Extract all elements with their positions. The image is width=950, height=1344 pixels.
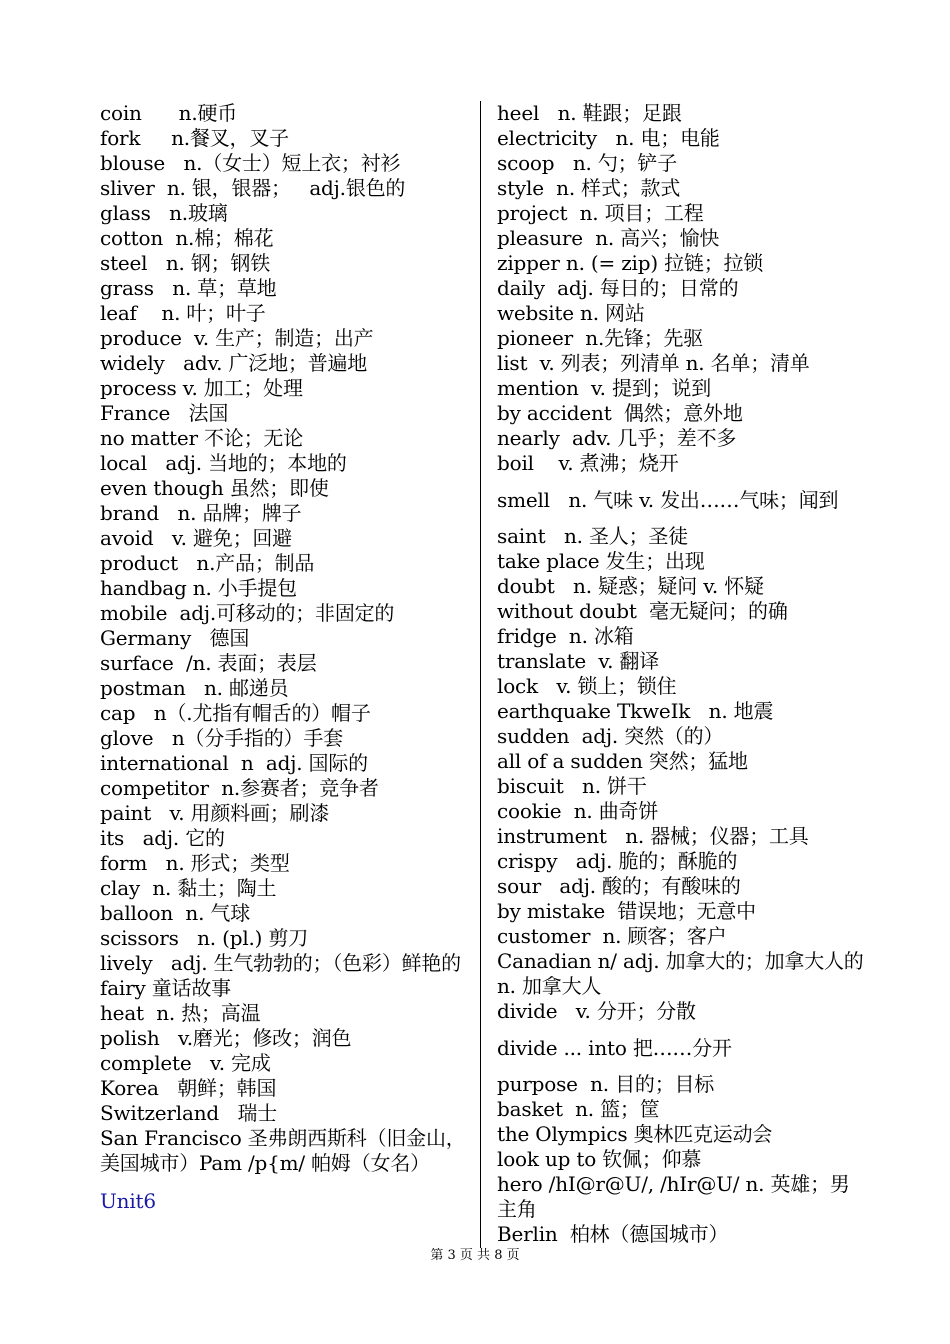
vocab-entry: basket n. 篮；筐 [497, 1097, 660, 1121]
vocab-entry: lock v. 锁上；锁住 [497, 674, 677, 698]
vocab-entry: coin n.硬币 [100, 101, 238, 125]
vocab-entry: cotton n.棉；棉花 [100, 226, 274, 250]
vocab-entry: balloon n. 气球 [100, 901, 250, 925]
vocab-entry: competitor n.参赛者；竞争者 [100, 776, 379, 800]
vocab-entry: surface /n. 表面；表层 [100, 651, 317, 675]
column-divider [480, 101, 481, 1248]
vocab-entry: hero /hI@r@U/, /hIr@U/ n. 英雄；男主角 [497, 1172, 850, 1221]
vocab-entry: Switzerland 瑞士 [100, 1101, 278, 1125]
vocab-entry: sudden adj. 突然（的） [497, 724, 724, 748]
vocab-entry: even though 虽然；即使 [100, 476, 329, 500]
vocab-entry: product n.产品；制品 [100, 551, 315, 575]
unit-heading: Unit6 [100, 1189, 156, 1213]
vocab-entry: heat n. 热；高温 [100, 1001, 261, 1025]
vocab-entry: steel n. 钢；钢铁 [100, 251, 271, 275]
vocab-entry: smell n. 气味 v. 发出……气味；闻到 [497, 488, 839, 512]
vocab-entry: mobile adj.可移动的；非固定的 [100, 601, 395, 625]
vocab-entry: avoid v. 避免；回避 [100, 526, 292, 550]
vocab-entry: brand n. 品牌；牌子 [100, 501, 302, 525]
vocab-entry: complete v. 完成 [100, 1051, 271, 1075]
page-footer: 第 3 页 共 8 页 [430, 1248, 520, 1263]
vocab-entry: postman n. 邮递员 [100, 676, 289, 700]
vocab-entry: sliver n. 银，银器； adj.银色的 [100, 176, 406, 200]
vocab-entry: earthquake TkweIk n. 地震 [497, 699, 774, 723]
vocab-entry: widely adv. 广泛地；普遍地 [100, 351, 368, 375]
vocab-entry: fairy 童话故事 [100, 976, 231, 1000]
left-vocabulary-column [100, 101, 468, 1214]
vocab-entry: project n. 项目；工程 [497, 201, 704, 225]
vocab-entry: saint n. 圣人；圣徒 [497, 524, 688, 548]
vocab-entry: by accident 偶然；意外地 [497, 401, 743, 425]
vocab-entry: paint v. 用颜料画；刷漆 [100, 801, 330, 825]
vocab-entry: without doubt 毫无疑问；的确 [497, 599, 788, 623]
vocab-entry: crispy adj. 脆的；酥脆的 [497, 849, 738, 873]
vocab-entry: sour adj. 酸的；有酸味的 [497, 874, 741, 898]
vocab-entry: blouse n.（女士）短上衣；衬衫 [100, 151, 401, 175]
vocab-entry: form n. 形式；类型 [100, 851, 290, 875]
vocab-entry: scoop n. 勺；铲子 [497, 151, 678, 175]
vocab-entry: the Olympics 奥林匹克运动会 [497, 1122, 773, 1146]
vocab-entry: its adj. 它的 [100, 826, 225, 850]
vocab-entry: glass n.玻璃 [100, 201, 228, 225]
vocab-entry: scissors n. (pl.) 剪刀 [100, 926, 309, 950]
vocab-entry: style n. 样式；款式 [497, 176, 681, 200]
vocab-entry: fork n.餐叉，叉子 [100, 126, 289, 150]
vocab-entry: Germany 德国 [100, 626, 250, 650]
vocab-entry: France 法国 [100, 401, 229, 425]
vocab-entry: biscuit n. 饼干 [497, 774, 647, 798]
vocab-entry: clay n. 黏土；陶土 [100, 876, 277, 900]
vocab-entry: San Francisco 圣弗朗西斯科（旧金山，美国城市）Pam /p{m/ 帕姆（女名） [100, 1126, 466, 1175]
vocab-entry: pleasure n. 高兴；愉快 [497, 226, 720, 250]
vocab-entry: by mistake 错误地；无意中 [497, 899, 756, 923]
vocab-entry: electricity n. 电；电能 [497, 126, 720, 150]
vocab-entry: mention v. 提到；说到 [497, 376, 711, 400]
vocab-entry: zipper n. (= zip) 拉链；拉锁 [497, 251, 764, 275]
vocab-entry: produce v. 生产；制造；出产 [100, 326, 374, 350]
vocab-entry: instrument n. 器械；仪器；工具 [497, 824, 809, 848]
vocab-entry: customer n. 顾客；客户 [497, 924, 727, 948]
vocab-entry: translate v. 翻译 [497, 649, 660, 673]
vocab-entry: lively adj. 生气勃勃的；（色彩）鲜艳的 [100, 951, 461, 975]
vocab-entry: fridge n. 冰箱 [497, 624, 634, 648]
vocab-entry: look up to 钦佩；仰慕 [497, 1147, 702, 1171]
vocab-entry: local adj. 当地的；本地的 [100, 451, 347, 475]
vocab-entry: no matter 不论；无论 [100, 426, 303, 450]
vocab-entry: cookie n. 曲奇饼 [497, 799, 659, 823]
vocab-entry: Berlin 柏林（德国城市） [497, 1222, 729, 1246]
vocab-entry: list v. 列表；列清单 n. 名单；清单 [497, 351, 810, 375]
vocab-entry: divide v. 分开；分散 [497, 999, 696, 1023]
vocab-entry: purpose n. 目的；目标 [497, 1072, 715, 1096]
vocab-entry: leaf n. 叶；叶子 [100, 301, 266, 325]
vocab-entry: heel n. 鞋跟；足跟 [497, 101, 682, 125]
vocab-entry: Canadian n/ adj. 加拿大的；加拿大人的 n. 加拿大人 [497, 949, 870, 998]
vocab-entry: boil v. 煮沸；烧开 [497, 451, 679, 475]
vocab-entry: pioneer n.先锋；先驱 [497, 326, 704, 350]
vocab-entry: process v. 加工；处理 [100, 376, 303, 400]
vocab-entry: glove n（分手指的）手套 [100, 726, 343, 750]
vocab-entry: all of a sudden 突然；猛地 [497, 749, 748, 773]
vocab-entry: divide ... into 把……分开 [497, 1036, 732, 1060]
vocab-entry: polish v.磨光；修改；润色 [100, 1026, 352, 1050]
vocab-entry: daily adj. 每日的；日常的 [497, 276, 739, 300]
vocab-entry: cap n（.尤指有帽舌的）帽子 [100, 701, 371, 725]
vocab-entry: doubt n. 疑惑；疑问 v. 怀疑 [497, 574, 764, 598]
vocab-entry: take place 发生；出现 [497, 549, 705, 573]
vocab-entry: website n. 网站 [497, 301, 645, 325]
vocab-entry: international n adj. 国际的 [100, 751, 368, 775]
vocab-entry: nearly adv. 几乎；差不多 [497, 426, 737, 450]
right-vocabulary-column [497, 101, 869, 1247]
vocab-entry: Korea 朝鲜；韩国 [100, 1076, 277, 1100]
vocab-entry: handbag n. 小手提包 [100, 576, 297, 600]
vocab-entry: grass n. 草；草地 [100, 276, 277, 300]
